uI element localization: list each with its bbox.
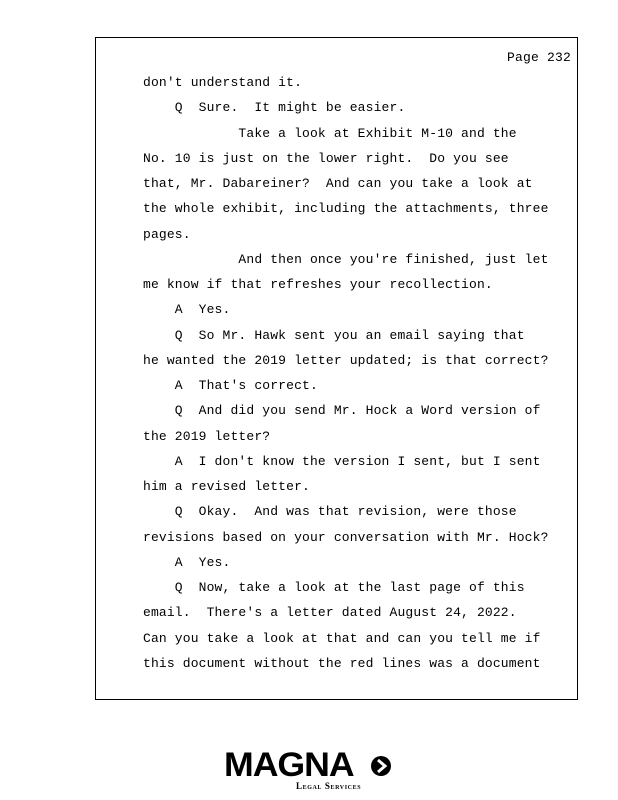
transcript-line: Take a look at Exhibit M-10 and the xyxy=(143,125,517,141)
transcript-line: A That's correct. xyxy=(143,378,318,393)
transcript-line: pages. xyxy=(143,226,191,242)
transcript-line: this document without the red lines was a document xyxy=(143,655,541,671)
page-number: Page 232 xyxy=(506,50,571,65)
transcript-line: the whole exhibit, including the attachments, three xyxy=(143,201,549,217)
chevron-right-icon xyxy=(370,755,392,777)
logo-subtitle: Legal Services xyxy=(296,781,362,791)
logo-wordmark: MAGNA xyxy=(224,746,354,784)
transcript-line: Q Okay. And was that revision, were those xyxy=(143,504,517,520)
transcript-line: don't understand it. xyxy=(143,75,303,90)
magna-logo xyxy=(224,748,394,792)
transcript-page xyxy=(95,37,578,700)
transcript-line: A I don't know the version I sent, but I sent xyxy=(143,453,541,469)
transcript-line: And then once you're finished, just let xyxy=(143,251,549,267)
transcript-line: me know if that refreshes your recollection. xyxy=(143,277,493,292)
transcript-line: him a revised letter. xyxy=(143,479,310,494)
transcript-line: Can you take a look at that and can you tell me if xyxy=(143,630,541,646)
transcript-line: he wanted the 2019 letter updated; is that correct? xyxy=(143,352,549,368)
transcript-line: Q Now, take a look at the last page of this xyxy=(143,580,525,595)
transcript-line: the 2019 letter? xyxy=(143,428,271,444)
transcript-line: No. 10 is just on the lower right. Do you see xyxy=(143,150,509,166)
transcript-line: A Yes. xyxy=(143,554,231,570)
transcript-line: revisions based on your conversation with Mr. Hock? xyxy=(143,529,549,545)
transcript-line: Q So Mr. Hawk sent you an email saying that xyxy=(143,327,525,343)
transcript-line: A Yes. xyxy=(143,302,231,318)
transcript-line: email. There's a letter dated August 24, 2022. xyxy=(143,605,517,621)
transcript-line: Q Sure. It might be easier. xyxy=(143,100,406,116)
transcript-line: Q And did you send Mr. Hock a Word version of xyxy=(143,403,541,419)
transcript-line: that, Mr. Dabareiner? And can you take a look at xyxy=(143,176,533,191)
transcript-lines xyxy=(143,73,549,679)
